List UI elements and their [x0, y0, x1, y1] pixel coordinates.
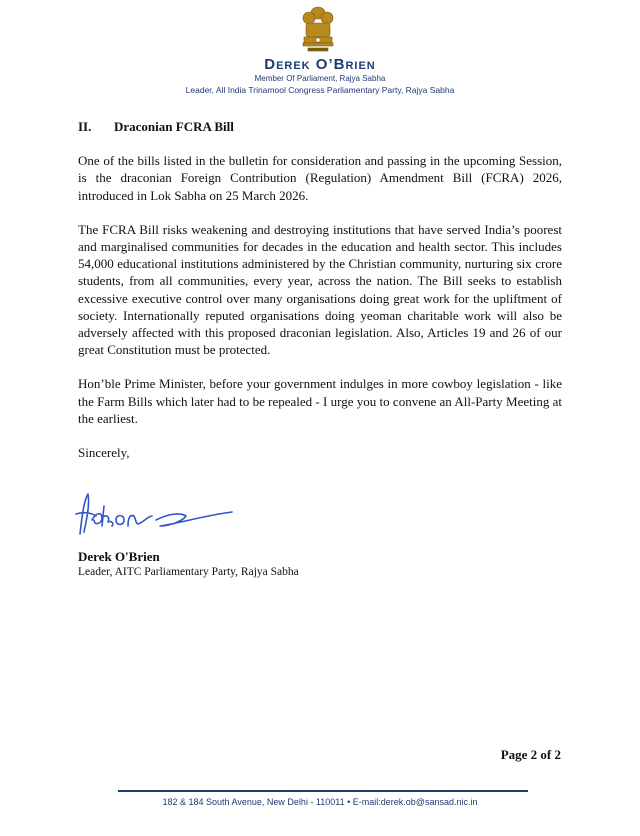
national-emblem-icon [298, 3, 338, 59]
page-number: Page 2 of 2 [500, 747, 561, 762]
closing: Sincerely, [78, 445, 130, 461]
section-heading [78, 118, 562, 135]
letterhead-name: Derek O’Brien [264, 56, 376, 73]
signatory-name: Derek O'Brien [78, 549, 160, 564]
paragraph-2: The FCRA Bill risks weakening and destroying institutions that have served India’s poorest and marginalised communities for decades in the education and health sector. This includes 54,000 educational institutions administered by the Christian community, nurturing six crore students, from all communities, every year, across the nation. The Bill seeks to establish excessive executive control over many organisations doing great work for the upliftment of society. Internationally reputed organisations doing yeoman charitable work will also be adversely affected with this proposed draconian legislation. Also, Articles 19 and 26 of our great Constitution must be protected. [78, 221, 562, 358]
section-title: Draconian FCRA Bill [114, 119, 234, 134]
paragraph-3: Hon’ble Prime Minister, before your government indulges in more cowboy legislation - like the Farm Bills which later had to be repealed - I urge you to convene an All-Party Meeting at the earliest. [78, 376, 562, 426]
footer-address: 182 & 184 South Avenue, New Delhi - 110011 • E-mail:derek.ob@sansad.nic.in [162, 797, 478, 807]
paragraph-1: One of the bills listed in the bulletin for consideration and passing in the upcoming Session, is the draconian Foreign Contribution (Regulation) Amendment Bill (FCRA) 2026, introduced in Lok Sabha on 25 March 2026. [78, 153, 562, 203]
handwritten-signature [72, 486, 242, 542]
signatory-title: Leader, AITC Parliamentary Party, Rajya Sabha [78, 566, 299, 578]
footer-divider [118, 790, 528, 792]
letterhead-designation: Member Of Parliament, Rajya Sabha [254, 74, 386, 83]
section-number: II. [78, 119, 92, 134]
letter-body [78, 118, 562, 461]
letterhead-party-role: Leader, All India Trinamool Congress Parliamentary Party, Rajya Sabha [185, 85, 455, 95]
letterhead [0, 0, 640, 100]
